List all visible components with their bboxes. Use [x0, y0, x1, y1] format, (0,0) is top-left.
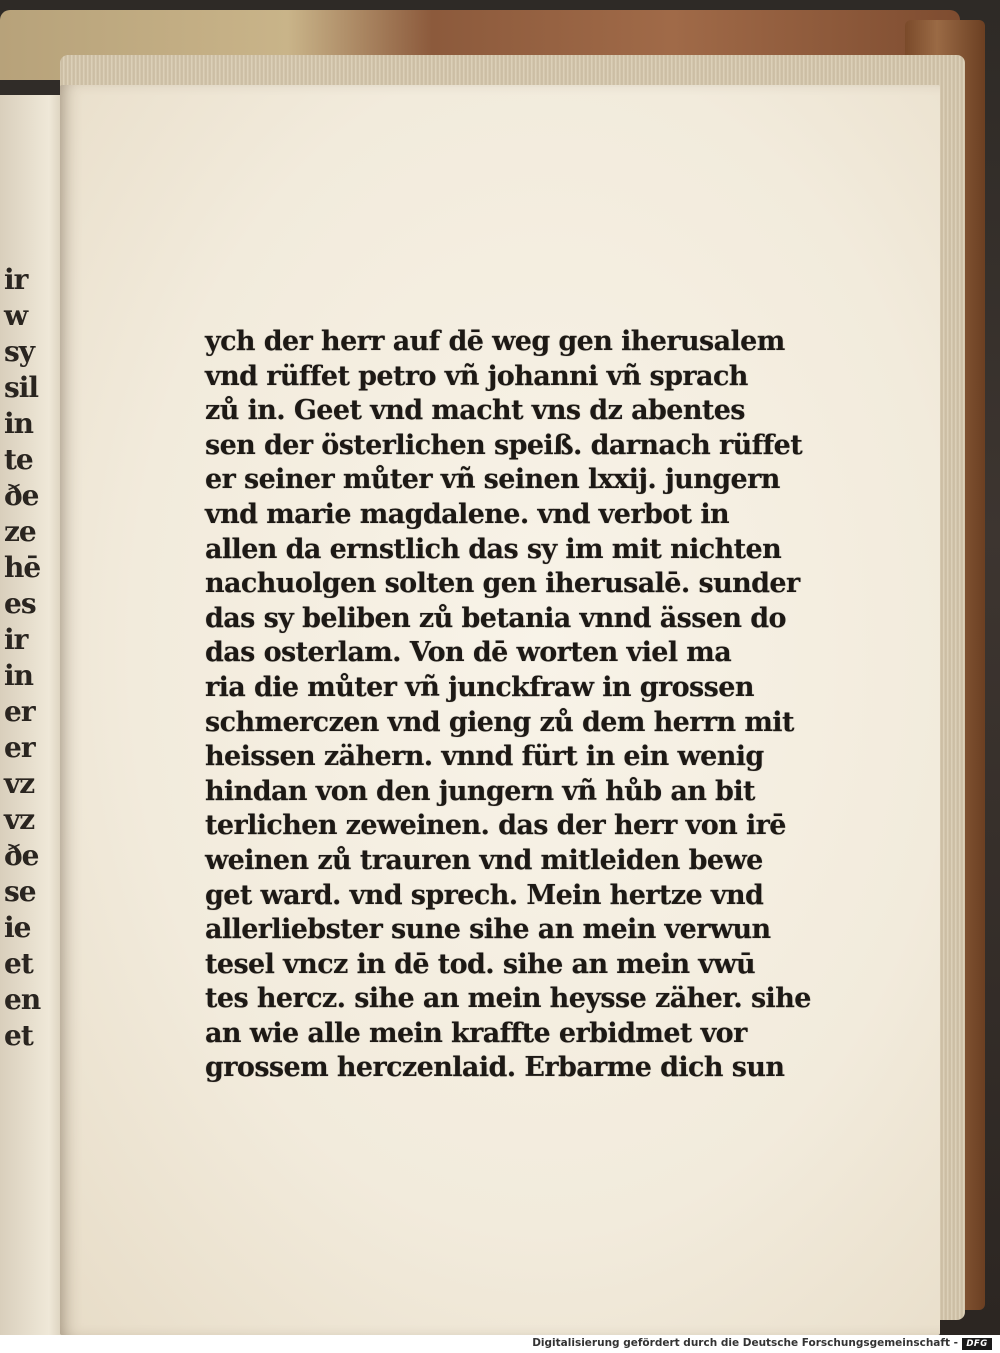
left-fragment: te [4, 443, 33, 476]
left-fragment: sil [4, 371, 39, 404]
left-fragment: ðe [4, 479, 39, 512]
text-line: heissen zähern. vnnd fürt in ein wenig [205, 741, 764, 773]
text-line: er seiner můter vñ seinen lxxij. jungern [205, 464, 780, 496]
text-line: get ward. vnd sprech. Mein hertze vnd [205, 879, 764, 911]
dfg-logo: DFG [962, 1338, 992, 1350]
left-fragment: se [4, 875, 36, 908]
left-fragment: w [4, 299, 28, 332]
left-fragment: in [4, 407, 33, 440]
text-line: ych der herr auf dē weg gen iherusalem [205, 326, 785, 357]
text-line: an wie alle mein kraffte erbidmet vor [205, 1017, 747, 1049]
text-line: schmerczen vnd gieng zů dem herrn mit [205, 706, 794, 738]
blackletter-text-block [205, 325, 811, 1086]
left-fragment: ie [4, 911, 31, 944]
text-line: allerliebster sune sihe an mein verwun [205, 914, 771, 946]
text-line: hindan von den jungern vñ hůb an bit [205, 775, 755, 807]
left-fragment: hē [4, 551, 41, 584]
text-line: weinen zů trauren vnd mitleiden bewe [205, 844, 763, 876]
footer-bar [0, 1335, 1000, 1353]
text-line: tes hercz. sihe an mein heysse zäher. sihe [205, 983, 811, 1015]
left-fragment: es [4, 587, 36, 620]
left-fragment: er [4, 695, 35, 728]
text-line: ria die můter vñ junckfraw in grossen [205, 671, 754, 703]
left-fragment: in [4, 659, 33, 692]
left-fragment: en [4, 983, 41, 1016]
left-fragment: sy [4, 335, 35, 368]
main-page [60, 85, 940, 1335]
funding-credit: Digitalisierung gefördert durch die Deutsche Forschungsgemeinschaft - [532, 1337, 958, 1349]
text-line: nachuolgen solten gen iherusalē. sunder [205, 568, 800, 600]
left-fragment: ze [4, 515, 36, 548]
left-fragment: vz [4, 767, 35, 800]
text-line: vnd marie magdalene. vnd verbot in [205, 498, 730, 530]
text-line: das sy beliben zů betania vnnd ässen do [205, 602, 786, 634]
left-fragment: ir [4, 623, 28, 656]
text-line: grossem herczenlaid. Erbarme dich sun [205, 1052, 785, 1084]
left-fragment: ðe [4, 839, 39, 872]
left-fragment: vz [4, 803, 35, 836]
text-line: terlichen zeweinen. das der herr von irē [205, 810, 786, 842]
left-fragment: ir [4, 263, 28, 296]
left-fragment: et [4, 947, 33, 980]
left-fragment: er [4, 731, 35, 764]
left-fragment: et [4, 1019, 33, 1052]
text-line: vnd rüffet petro vñ johanni vñ sprach [205, 360, 748, 392]
text-line: allen da ernstlich das sy im mit nichten [205, 533, 782, 565]
text-line: tesel vncz in dē tod. sihe an mein vwū [205, 948, 756, 980]
text-line: zů in. Geet vnd macht vns dz abentes [205, 395, 745, 427]
text-line: das osterlam. Von dē worten viel ma [205, 637, 732, 669]
text-line: sen der österlichen speiß. darnach rüffet [205, 429, 803, 461]
